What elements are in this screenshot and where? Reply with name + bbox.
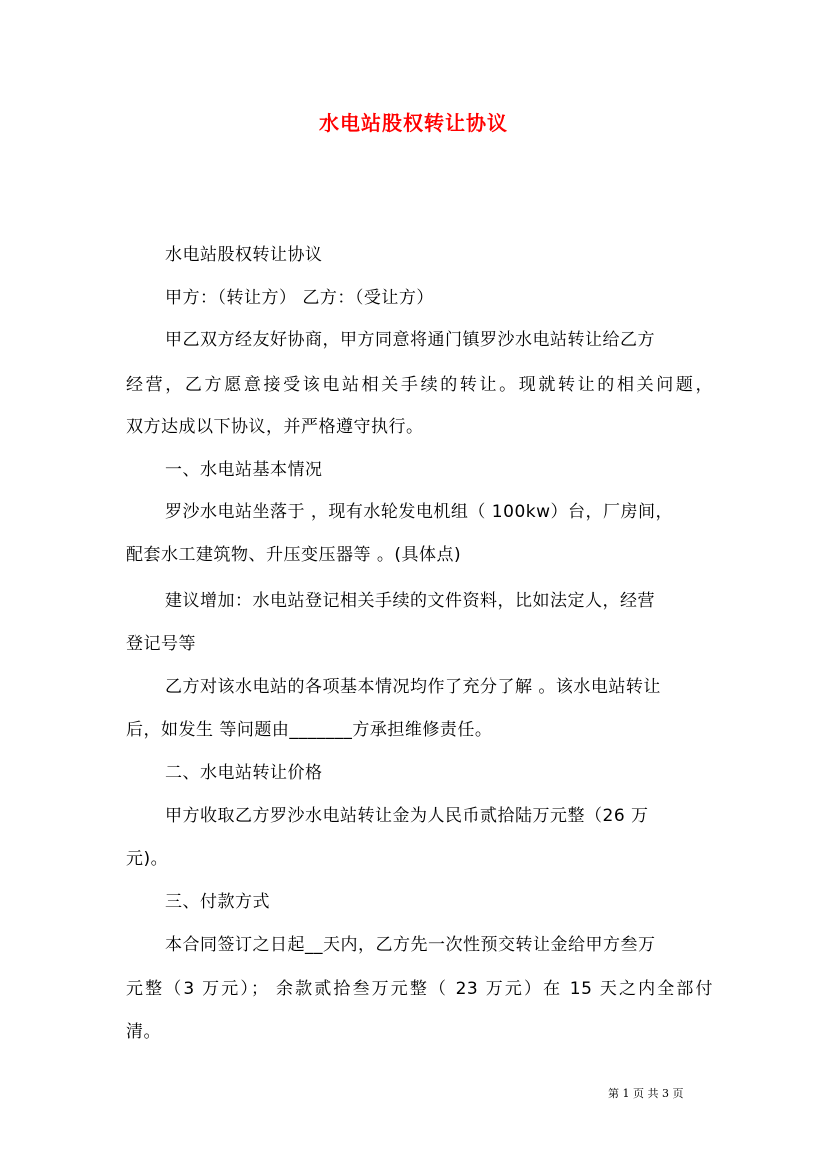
parties-line: 甲方：（转让方） 乙方：（受让方）	[165, 288, 434, 308]
paragraph-line: 罗沙水电站坐落于 ，现有水轮发电机组（ 100kw）台，厂房间，	[165, 502, 674, 522]
paragraph-line: 配套水工建筑物、升压变压器等 。(具体点)	[126, 545, 462, 565]
paragraph-line: 经营，乙方愿意接受该电站相关手续的转让。现就转让的相关问题，	[126, 375, 713, 395]
page-number: 第 1 页 共 3 页	[608, 1087, 684, 1100]
section-heading: 一、水电站基本情况	[165, 460, 323, 480]
heading-line: 水电站股权转让协议	[165, 245, 323, 265]
paragraph-line: 本合同签订之日起__天内，乙方先一次性预交转让金给甲方叁万	[165, 935, 656, 955]
document-title: 水电站股权转让协议	[319, 111, 508, 135]
paragraph-line: 后，如发生 等问题由_______方承担维修责任。	[126, 720, 493, 740]
paragraph-line: 建议增加：水电站登记相关手续的文件资料，比如法定人，经营	[165, 591, 655, 611]
paragraph-line: 清。	[126, 1022, 161, 1042]
paragraph-line: 甲方收取乙方罗沙水电站转让金为人民币贰拾陆万元整（26 万	[165, 806, 649, 826]
paragraph-line: 双方达成以下协议，并严格遵守执行。	[126, 417, 424, 437]
paragraph-line: 甲乙双方经友好协商，甲方同意将通门镇罗沙水电站转让给乙方	[165, 330, 655, 350]
section-heading: 三、付款方式	[165, 892, 270, 912]
section-heading: 二、水电站转让价格	[165, 763, 323, 783]
paragraph-line: 登记号等	[126, 634, 196, 654]
paragraph-line: 元整（3 万元）； 余款贰拾叁万元整（ 23 万元）在 15 天之内全部付	[126, 979, 713, 999]
paragraph-line: 元)。	[126, 849, 169, 869]
paragraph-line: 乙方对该水电站的各项基本情况均作了充分了解 。该水电站转让	[165, 677, 661, 697]
